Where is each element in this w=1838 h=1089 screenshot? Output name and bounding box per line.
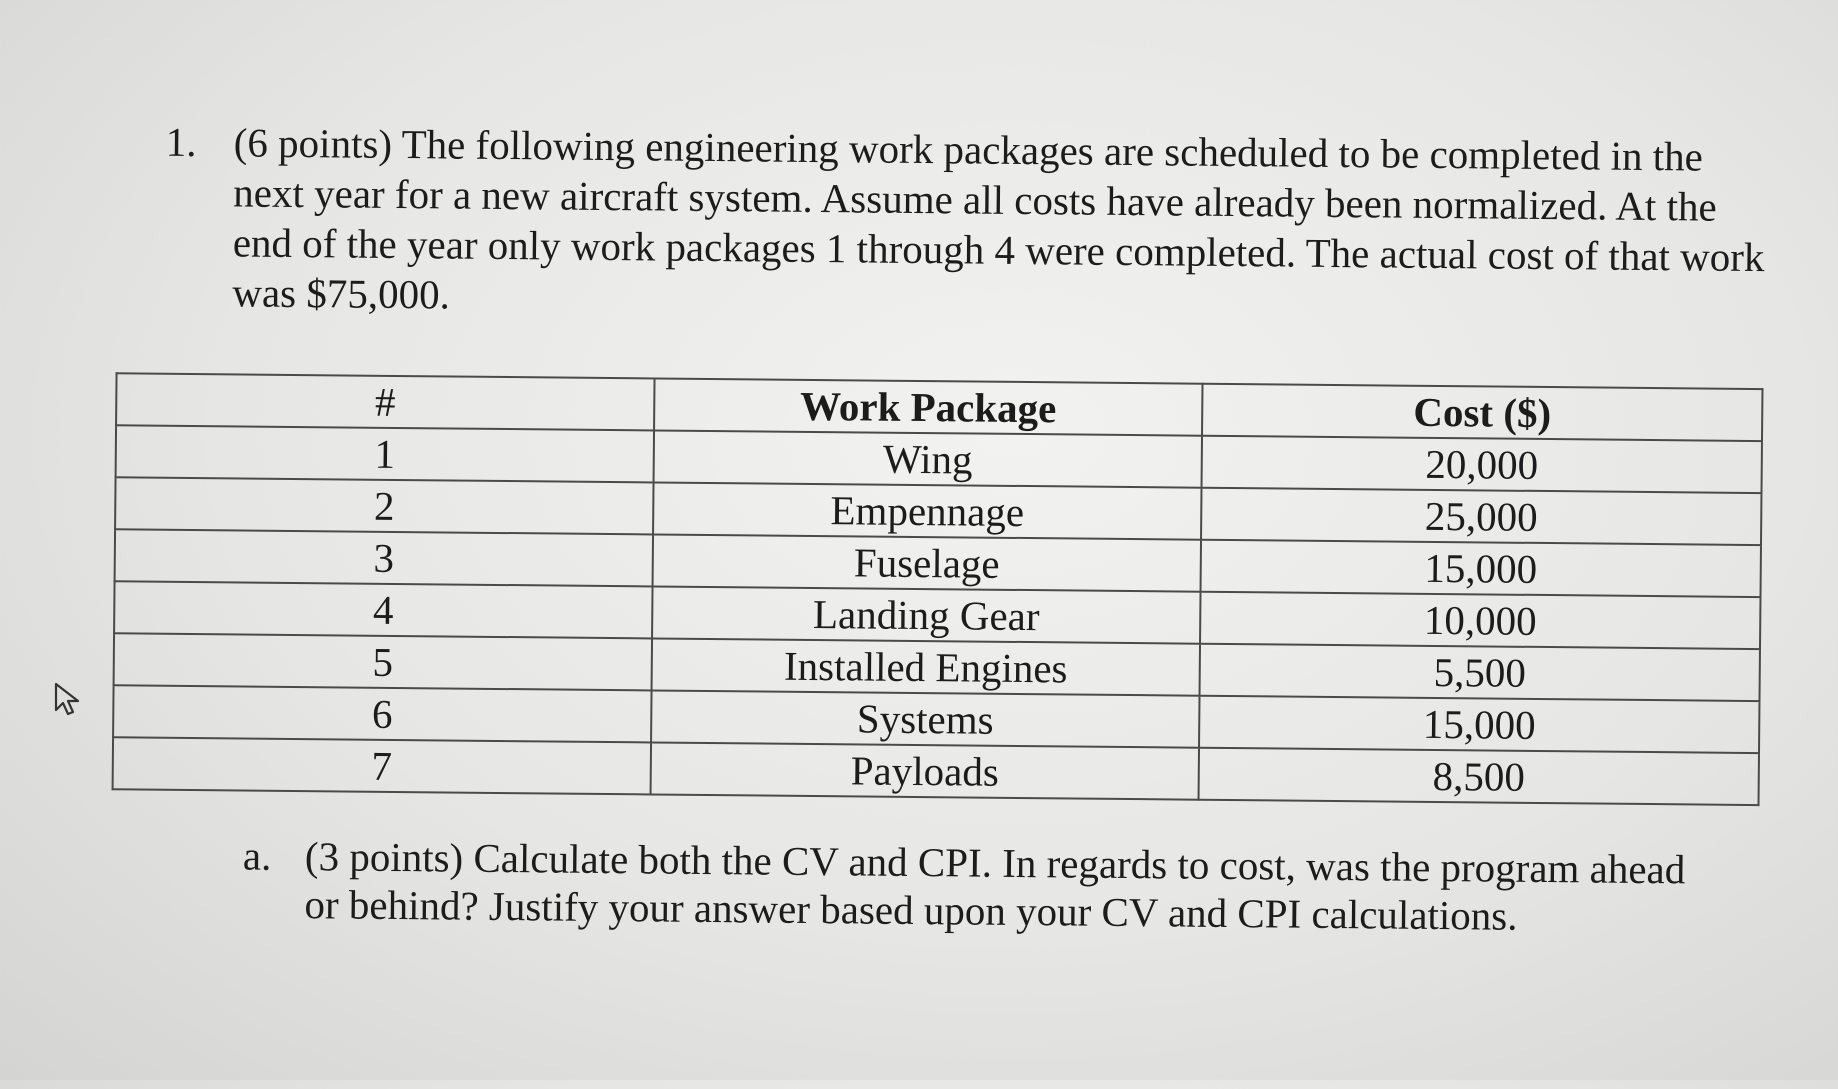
cell-cost: 8,500: [1199, 748, 1759, 805]
header-cost: Cost ($): [1202, 384, 1762, 441]
cell-cost: 10,000: [1200, 592, 1760, 649]
work-package-table: [112, 372, 1764, 806]
question-text: (6 points) The following engineering work packages are scheduled to be completed in the next year for a new aircraft system. Assume all costs have already been normalized. At the end of the year only work packages 1 through 4 were completed. The actual cost of that work was $75,000.: [232, 119, 1765, 318]
cell-number: 7: [113, 737, 651, 794]
cell-package: Fuselage: [653, 534, 1201, 591]
question-number: 1.: [165, 118, 197, 166]
cell-number: 6: [113, 685, 651, 742]
header-number: #: [116, 373, 654, 430]
subquestion-text: (3 points) Calculate both the CV and CPI. In regards to cost, was the program ahead or behind? Justify your answer based upon your CV and CPI calculations.: [304, 833, 1686, 939]
cell-package: Payloads: [651, 742, 1199, 799]
cell-package: Wing: [654, 430, 1202, 487]
cell-cost: 20,000: [1202, 436, 1762, 493]
cell-number: 1: [116, 425, 654, 482]
cell-package: Systems: [651, 690, 1199, 747]
cell-cost: 15,000: [1201, 540, 1761, 597]
cell-cost: 15,000: [1199, 696, 1759, 753]
work-package-table-container: [112, 372, 1756, 806]
cell-package: Empennage: [653, 482, 1201, 539]
subquestion-a: [242, 832, 1723, 942]
cell-number: 5: [114, 633, 652, 690]
subquestion-label: a.: [242, 832, 272, 879]
cell-package: Installed Engines: [652, 638, 1200, 695]
cell-cost: 5,500: [1200, 644, 1760, 701]
cell-package: Landing Gear: [652, 586, 1200, 643]
cell-number: 4: [114, 581, 652, 638]
cell-number: 3: [115, 529, 653, 586]
mouse-pointer-icon: [48, 678, 88, 718]
header-work-package: Work Package: [654, 378, 1202, 435]
cell-cost: 25,000: [1201, 488, 1761, 545]
question-1: [164, 117, 1796, 333]
cell-number: 2: [115, 477, 653, 534]
